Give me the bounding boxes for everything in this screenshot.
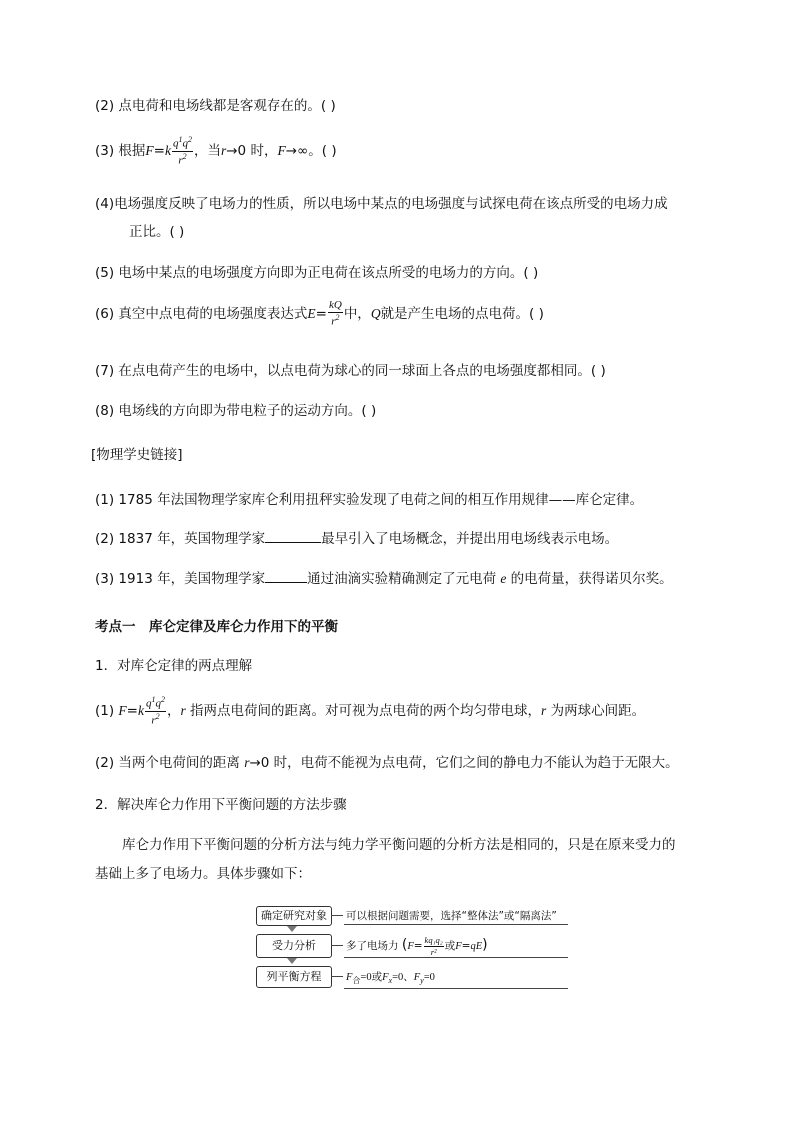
formula-var: F xyxy=(455,941,462,952)
question-6 xyxy=(95,300,544,328)
formula-var: r xyxy=(541,703,547,719)
frac-den: r xyxy=(331,315,336,328)
question-3 xyxy=(95,136,337,166)
paren-close: ) xyxy=(482,937,488,953)
note-text: 多了电场力 xyxy=(346,940,399,952)
history-text: 通过油滴实验精确测定了元电荷 xyxy=(307,571,497,587)
history-text: 1837 年，英国物理学家 xyxy=(118,531,266,547)
question-text: 就是产生电场的点电荷。( ) xyxy=(380,305,544,322)
note-text: =0或 xyxy=(360,972,383,983)
formula-var: F xyxy=(413,972,421,983)
formula-eq: = xyxy=(315,305,327,322)
note-underline xyxy=(344,924,568,925)
frac-sup: 2 xyxy=(335,313,340,322)
formula-var: F xyxy=(277,143,286,159)
frac-den: r xyxy=(178,154,183,167)
frac-num: q xyxy=(155,697,161,710)
history-item-1 xyxy=(95,488,643,508)
question-4-cont xyxy=(129,220,184,240)
frac-sup: 2 xyxy=(187,135,192,144)
frac-den: r² xyxy=(430,946,437,957)
note-text: =0 xyxy=(423,972,435,983)
question-text: 电场强度反映了电场力的性质，所以电场中某点的电场强度与试探电荷在该点所受的电场力成 xyxy=(114,196,668,212)
frac-sup: 1 xyxy=(151,695,156,704)
answer-blank[interactable] xyxy=(265,530,321,543)
question-4 xyxy=(95,192,668,212)
subsection-2-title: 2．解决库仑力作用下平衡问题的方法步骤 xyxy=(95,797,347,813)
formula-var: E xyxy=(307,305,316,321)
subsection-1-title: 1．对库仑定律的两点理解 xyxy=(95,658,253,674)
point-number: (2) xyxy=(95,755,115,771)
frac-num: q xyxy=(182,137,188,150)
frac-den: r xyxy=(151,714,156,727)
question-text: →0 时， xyxy=(226,143,278,160)
formula-sub: 合 xyxy=(352,976,361,986)
frac-num: kq₁q₂ xyxy=(424,935,443,945)
formula-var: e xyxy=(500,571,507,586)
question-number: (7) xyxy=(95,363,115,379)
question-8 xyxy=(95,399,376,419)
down-arrow-icon xyxy=(287,958,297,964)
down-arrow-icon xyxy=(287,926,297,932)
connector-line xyxy=(331,976,343,977)
history-number: (3) xyxy=(95,571,115,587)
formula-var: k xyxy=(137,703,144,719)
question-number: (6) xyxy=(95,305,115,322)
history-text: 最早引入了电场概念，并提出用电场线表示电场。 xyxy=(321,531,619,547)
history-number: (1) xyxy=(95,492,115,508)
formula-var: k xyxy=(164,143,171,159)
connector-line xyxy=(331,915,343,916)
step-note-3 xyxy=(346,969,435,986)
question-text: 中， xyxy=(343,305,371,322)
step-box-1: 确定研究对象 xyxy=(256,906,332,926)
frac-sup: 2 xyxy=(160,695,165,704)
frac-sup: 1 xyxy=(178,135,183,144)
step-box-2: 受力分析 xyxy=(256,934,332,958)
question-text: 真空中点电荷的电场强度表达式 xyxy=(118,305,308,322)
formula-var: Q xyxy=(370,305,381,321)
question-text: 点电荷和电场线都是客观存在的。( ) xyxy=(118,98,336,114)
formula-var: F xyxy=(407,941,414,952)
step-note-2 xyxy=(346,936,488,956)
formula-var: F xyxy=(118,703,127,719)
point-text: ， xyxy=(166,703,181,720)
formula-eq: = xyxy=(126,703,138,720)
question-number: (4) xyxy=(95,196,115,212)
question-number: (5) xyxy=(95,265,115,281)
note-underline xyxy=(344,988,568,989)
history-number: (2) xyxy=(95,531,115,547)
formula-sub: y xyxy=(420,976,424,986)
formula-var: qE xyxy=(470,941,483,952)
coulomb-fraction xyxy=(172,136,193,166)
question-text: 根据 xyxy=(118,143,146,160)
note-fraction xyxy=(424,936,444,956)
formula-eq: = xyxy=(413,940,423,952)
formula-sub: x xyxy=(388,976,393,986)
formula-eq: = xyxy=(461,940,471,952)
frac-sup: 2 xyxy=(182,151,187,161)
question-number: (2) xyxy=(95,98,115,114)
section-title: 考点一 库仑定律及库仑力作用下的平衡 xyxy=(95,619,338,635)
history-item-3 xyxy=(95,567,673,587)
connector-line xyxy=(331,945,343,946)
formula-var: F xyxy=(382,972,389,983)
point-text: 为两球心间距。 xyxy=(550,703,646,720)
point-text: →0 时，电荷不能视为点电荷，它们之间的静电力不能认为趋于无限大。 xyxy=(249,755,679,771)
coulomb-fraction xyxy=(145,696,166,726)
question-7 xyxy=(95,359,606,379)
field-fraction xyxy=(328,300,343,328)
question-number: (8) xyxy=(95,403,115,419)
question-5 xyxy=(95,261,538,281)
question-text: 电场中某点的电场强度方向即为正电荷在该点所受的电场力的方向。( ) xyxy=(118,265,539,281)
step-note-1: 可以根据问题需要，选择“整体法”或“隔离法” xyxy=(346,910,557,922)
history-text: 1913 年，美国物理学家 xyxy=(118,571,266,587)
history-text: 的电荷量，获得诺贝尔奖。 xyxy=(510,571,673,587)
note-text: =0、 xyxy=(392,972,414,983)
history-item-2 xyxy=(95,527,618,547)
frac-num: q xyxy=(172,137,179,150)
paragraph-line-1: 库仑力作用下平衡问题的分析方法与纯力学平衡问题的分析方法是相同的，只是在原来受力的 xyxy=(122,837,676,853)
question-text: ，当 xyxy=(193,143,221,160)
question-text: 在点电荷产生的电场中，以点电荷为球心的同一球面上各点的电场强度都相同。( ) xyxy=(118,363,606,379)
point-text: 指两点电荷间的距离。对可视为点电荷的两个均匀带电球， xyxy=(190,703,542,720)
paragraph-line-2: 基础上多了电场力。具体步骤如下： xyxy=(95,866,311,882)
history-heading: [物理学史链接] xyxy=(91,447,183,463)
question-text: 正比。( ) xyxy=(129,224,185,240)
formula-eq: = xyxy=(153,143,165,160)
point-number: (1) xyxy=(95,703,115,720)
paren-open: ( xyxy=(401,937,408,953)
frac-sup: 2 xyxy=(155,711,160,721)
point-text: 当两个电荷间的距离 xyxy=(118,755,240,771)
question-text: →∞。( ) xyxy=(285,143,337,160)
formula-var: r xyxy=(244,755,250,770)
frac-num: q xyxy=(145,697,152,710)
point-1 xyxy=(95,696,645,726)
question-text: 电场线的方向即为带电粒子的运动方向。( ) xyxy=(118,403,377,419)
frac-num: kQ xyxy=(328,299,342,311)
answer-blank[interactable] xyxy=(265,570,307,583)
formula-var: F xyxy=(145,143,154,159)
question-number: (3) xyxy=(95,143,115,160)
formula-var: r xyxy=(220,143,227,159)
formula-var: r xyxy=(180,703,186,719)
note-underline xyxy=(344,957,568,958)
step-box-3: 列平衡方程 xyxy=(256,966,332,988)
point-2 xyxy=(95,751,679,771)
question-2 xyxy=(95,94,336,114)
history-text: 1785 年法国物理学家库仑利用扭秤实验发现了电荷之间的相互作用规律——库仑定律。 xyxy=(118,492,644,508)
note-text: 或 xyxy=(444,940,456,952)
formula-var: F xyxy=(346,972,353,983)
